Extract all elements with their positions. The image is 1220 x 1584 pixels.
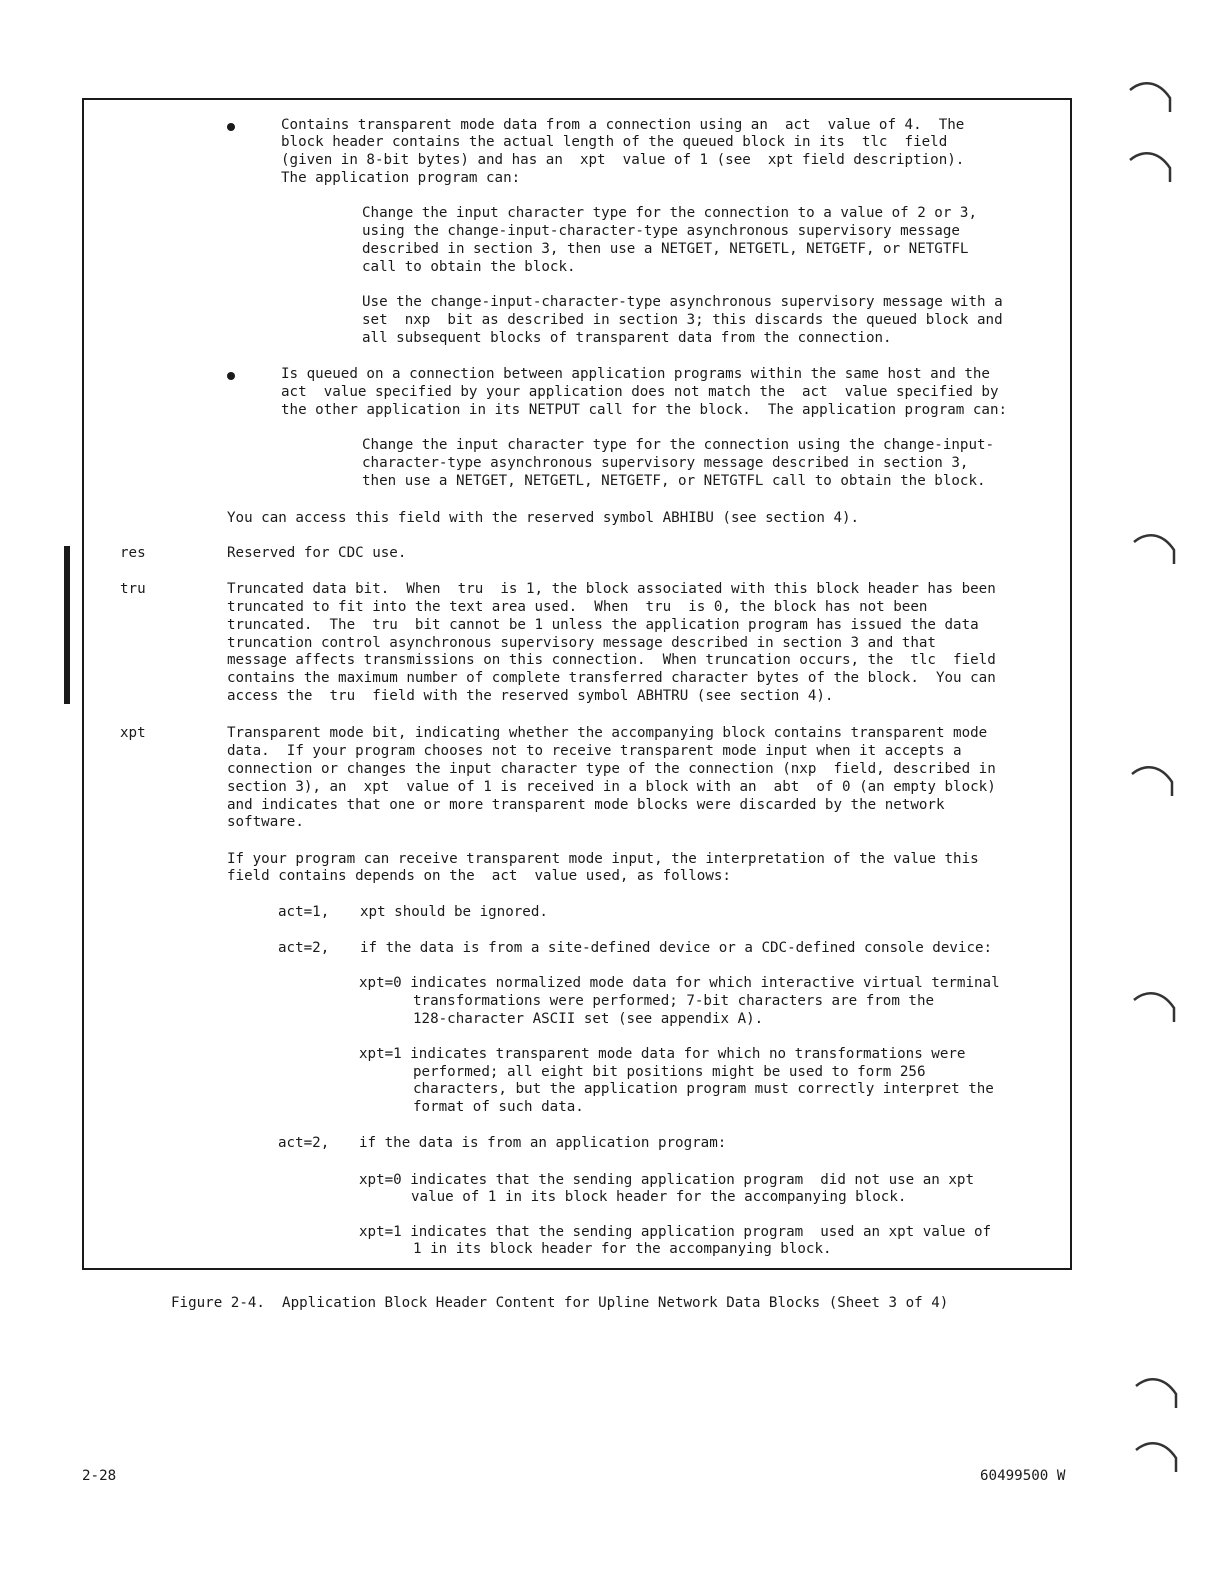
field-xpt-line: Transparent mode bit, indicating whether the accompanying block contains transparent mode [227, 725, 988, 741]
xpt-value-item: xpt=0 indicates normalized mode data for which interactive virtual terminal [359, 975, 1000, 991]
field-tru-line: contains the maximum number of complete transferred character bytes of the block. You can [227, 670, 996, 686]
field-xpt-intro-line: If your program can receive transparent mode input, the interpretation of the value this [227, 851, 979, 867]
xpt-value-item-cont: 128-character ASCII set (see appendix A). [413, 1011, 764, 1027]
field-xpt-intro-line: field contains depends on the act value used, as follows: [227, 868, 731, 884]
bullet-1-option-2-line: all subsequent blocks of transparent data from the connection. [362, 330, 892, 346]
page-number: 2-28 [82, 1468, 117, 1484]
act-case-label: act=2, [278, 940, 330, 956]
bullet-1-option-1-line: using the change-input-character-type asynchronous supervisory message [362, 223, 960, 239]
xpt-value-item-cont: 1 in its block header for the accompanying block. [413, 1241, 832, 1257]
act-case-text: if the data is from a site-defined device or a CDC-defined console device: [360, 940, 993, 956]
field-tru-line: message affects transmissions on this connection. When truncation occurs, the tlc field [227, 652, 996, 668]
bullet-1-option-1-line: call to obtain the block. [362, 259, 576, 275]
binder-hole-mark-icon [1134, 1436, 1180, 1476]
bullet-1-option-2-line: Use the change-input-character-type asynchronous supervisory message with a [362, 294, 1003, 310]
bullet-1-option-1-line: described in section 3, then use a NETGET, NETGETL, NETGETF, or NETGTFL [362, 241, 969, 257]
bullet-1-line: The application program can: [281, 170, 521, 186]
field-tru-line: truncation control asynchronous supervisory message described in section 3 and that [227, 635, 936, 651]
field-xpt-line: data. If your program chooses not to receive transparent mode input when it accepts a [227, 743, 962, 759]
xpt-value-item: xpt=0 indicates that the sending application program did not use an xpt [359, 1172, 974, 1188]
xpt-value-item-cont: performed; all eight bit positions might be used to form 256 [413, 1064, 926, 1080]
field-tru-line: truncated to fit into the text area used. When tru is 0, the block has not been [227, 599, 928, 615]
field-xpt-line: connection or changes the input character type of the connection (nxp field, described in [227, 761, 996, 777]
bullet-point [227, 123, 235, 131]
bullet-2-line: the other application in its NETPUT call for the block. The application program can: [281, 402, 1008, 418]
field-res-description: Reserved for CDC use. [227, 545, 407, 561]
field-tru-line: Truncated data bit. When tru is 1, the block associated with this block header has been [227, 581, 996, 597]
bullet-2-line: act value specified by your application does not match the act value specified by [281, 384, 999, 400]
bullet-2-line: Is queued on a connection between application programs within the same host and the [281, 366, 990, 382]
xpt-value-item: xpt=1 indicates transparent mode data for which no transformations were [359, 1046, 966, 1062]
field-label-xpt: xpt [120, 725, 146, 741]
xpt-value-item-cont: characters, but the application program must correctly interpret the [413, 1081, 994, 1097]
bullet-1-line: block header contains the actual length of the queued block in its tlc field [281, 134, 948, 150]
act-case-label: act=1, [278, 904, 330, 920]
binder-hole-mark-icon [1132, 528, 1178, 568]
xpt-value-item-cont: transformations were performed; 7-bit characters are from the [413, 993, 935, 1009]
field-label-res: res [120, 545, 146, 561]
field-label-tru: tru [120, 581, 146, 597]
bullet-1-line: Contains transparent mode data from a connection using an act value of 4. The [281, 117, 965, 133]
xpt-value-item-cont: value of 1 in its block header for the accompanying block. [411, 1189, 907, 1205]
binder-hole-mark-icon [1128, 146, 1174, 186]
act-case-text: if the data is from an application program: [359, 1135, 727, 1151]
bullet-1-line: (given in 8-bit bytes) and has an xpt value of 1 (see xpt field description). [281, 152, 965, 168]
document-number: 60499500 W [980, 1468, 1066, 1484]
field-tru-line: access the tru field with the reserved symbol ABHTRU (see section 4). [227, 688, 834, 704]
xpt-value-item-cont: format of such data. [413, 1099, 584, 1115]
binder-hole-mark-icon [1128, 76, 1174, 116]
revision-change-bar [64, 546, 70, 704]
bullet-2-option-line: then use a NETGET, NETGETL, NETGETF, or NETGTFL call to obtain the block. [362, 473, 986, 489]
bullet-1-option-2-line: set nxp bit as described in section 3; this discards the queued block and [362, 312, 1003, 328]
binder-hole-mark-icon [1130, 760, 1176, 800]
act-case-text: xpt should be ignored. [360, 904, 548, 920]
access-note: You can access this field with the reserved symbol ABHIBU (see section 4). [227, 510, 860, 526]
field-xpt-line: section 3), an xpt value of 1 is received in a block with an abt of 0 (an empty block) [227, 779, 996, 795]
binder-hole-mark-icon [1132, 986, 1178, 1026]
field-xpt-line: software. [227, 814, 304, 830]
xpt-value-item: xpt=1 indicates that the sending application program used an xpt value of [359, 1224, 992, 1240]
field-xpt-line: and indicates that one or more transparent mode blocks were discarded by the network [227, 797, 945, 813]
bullet-2-option-line: character-type asynchronous supervisory message described in section 3, [362, 455, 969, 471]
act-case-label: act=2, [278, 1135, 330, 1151]
bullet-point [227, 372, 235, 380]
binder-hole-mark-icon [1134, 1372, 1180, 1412]
bullet-1-option-1-line: Change the input character type for the connection to a value of 2 or 3, [362, 205, 977, 221]
field-tru-line: truncated. The tru bit cannot be 1 unless the application program has issued the data [227, 617, 979, 633]
figure-caption: Figure 2-4. Application Block Header Content for Upline Network Data Blocks (Sheet 3 of 4) [171, 1295, 949, 1311]
bullet-2-option-line: Change the input character type for the connection using the change-input- [362, 437, 995, 453]
